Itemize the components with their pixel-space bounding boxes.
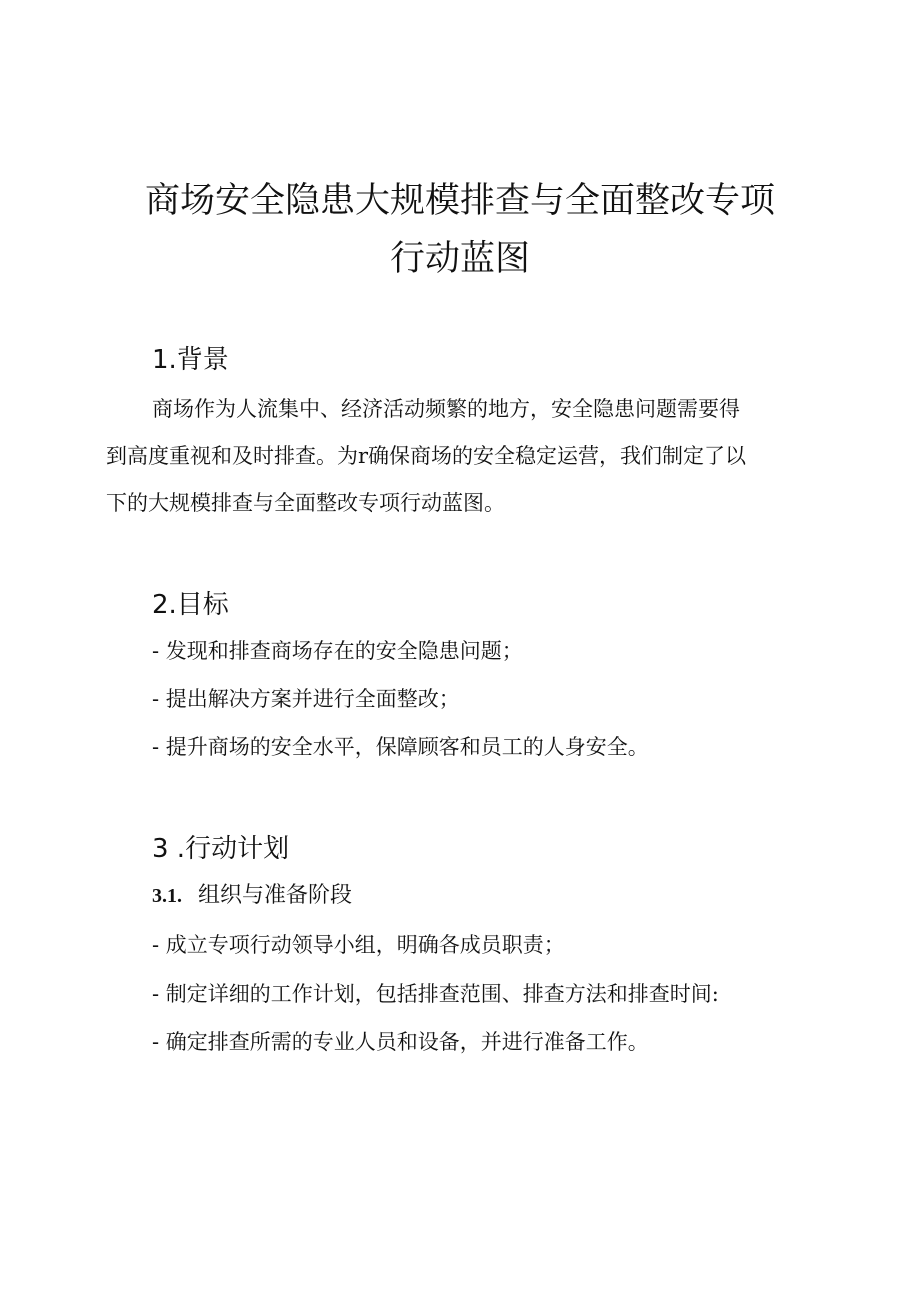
background-paragraph-line: 到高度重视和及时排查。为r确保商场的安全稳定运营，我们制定了以 — [106, 444, 747, 468]
subsection-title: 组织与准备阶段 — [198, 883, 353, 908]
goal-list-item: - 提升商场的安全水平，保障顾客和员工的人身安全。 — [152, 735, 649, 759]
plan-list-item: - 成立专项行动领导小组，明确各成员职责； — [152, 933, 565, 957]
title-line-2: 行动蓝图 — [389, 239, 530, 279]
background-paragraph-line: 下的大规模排查与全面整改专项行动蓝图。 — [106, 491, 505, 515]
goal-list-item: - 发现和排查商场存在的安全隐患问题； — [152, 639, 523, 663]
background-paragraph-line: 商场作为人流集中、经济活动频繁的地方，安全隐患问题需要得 — [152, 397, 740, 421]
title-line-1: 商场安全隐患大规模排查与全面整改专项 — [144, 181, 775, 221]
section-heading-background: 1.背景 — [152, 345, 229, 375]
plan-list-item: - 确定排查所需的专业人员和设备，并进行准备工作。 — [152, 1030, 649, 1054]
subsection-heading-preparation — [152, 881, 352, 911]
goal-list-item: - 提出解决方案并进行全面整改； — [152, 687, 460, 711]
document-title — [100, 172, 820, 288]
section-heading-goals: 2.目标 — [152, 590, 229, 620]
plan-list-item: - 制定详细的工作计划，包括排查范围、排查方法和排查时间: — [152, 982, 719, 1006]
section-heading-plan: 3 .行动计划 — [152, 834, 290, 864]
subsection-number: 3.1. — [152, 885, 182, 907]
